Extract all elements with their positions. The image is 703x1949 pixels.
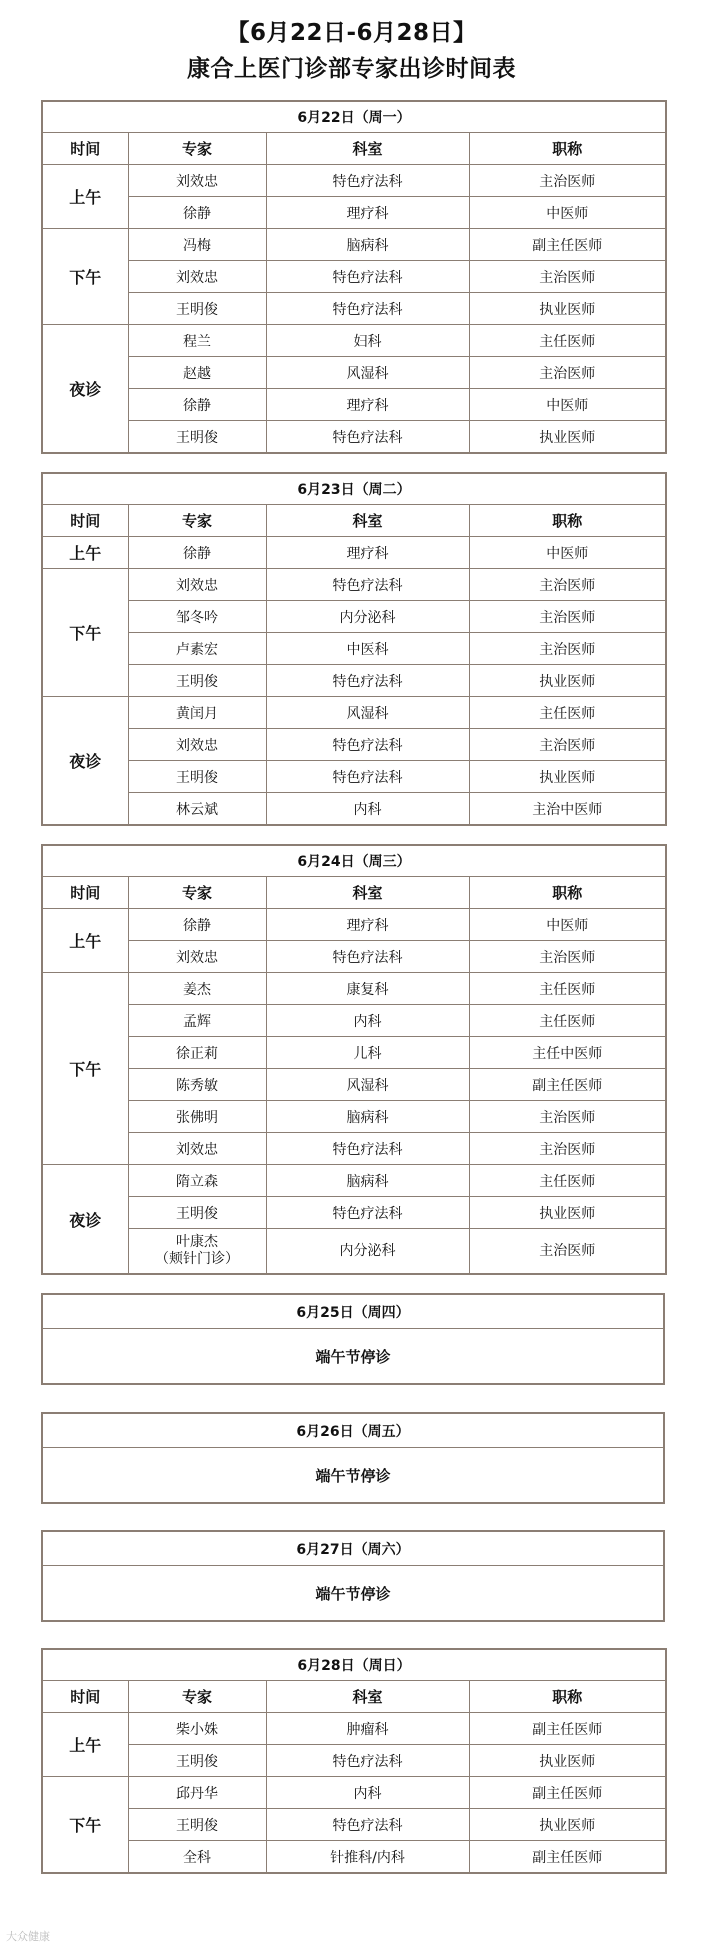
rank-cell: 主治医师: [469, 1101, 666, 1133]
day-date-header: 6月28日（周日）: [42, 1649, 666, 1681]
dept-cell: 特色疗法科: [266, 665, 469, 697]
expert-cell: 全科: [128, 1841, 266, 1874]
day-schedule-table: [41, 1648, 667, 1874]
table-row: [42, 697, 666, 729]
dept-cell: 康复科: [266, 973, 469, 1005]
rank-cell: 主治医师: [469, 165, 666, 197]
table-row: [42, 1069, 666, 1101]
expert-cell: 徐正莉: [128, 1037, 266, 1069]
rank-cell: 执业医师: [469, 665, 666, 697]
table-row: [42, 357, 666, 389]
table-row: [42, 325, 666, 357]
table-row: [42, 537, 666, 569]
rank-cell: 执业医师: [469, 761, 666, 793]
period-cell: 夜诊: [42, 1165, 128, 1275]
dept-cell: 妇科: [266, 325, 469, 357]
expert-cell: 刘效忠: [128, 1133, 266, 1165]
table-row: [42, 165, 666, 197]
table-row: [42, 909, 666, 941]
dept-cell: 内分泌科: [266, 1229, 469, 1275]
rank-cell: 执业医师: [469, 421, 666, 454]
table-row: [42, 1197, 666, 1229]
table-row: [42, 197, 666, 229]
table-row: [42, 729, 666, 761]
period-cell: 上午: [42, 909, 128, 973]
dept-cell: 特色疗法科: [266, 761, 469, 793]
day-date-header: 6月23日（周二）: [42, 473, 666, 505]
day-date-header: 6月27日（周六）: [42, 1531, 664, 1566]
expert-cell: 刘效忠: [128, 261, 266, 293]
expert-cell: 邹冬吟: [128, 601, 266, 633]
dept-cell: 风湿科: [266, 697, 469, 729]
expert-cell: 隋立森: [128, 1165, 266, 1197]
rank-cell: 主治医师: [469, 729, 666, 761]
schedule-title-dates: 【6月22日-6月28日】: [226, 20, 477, 46]
table-row: [42, 421, 666, 454]
rank-cell: 中医师: [469, 197, 666, 229]
dept-cell: 理疗科: [266, 389, 469, 421]
period-cell: 上午: [42, 1713, 128, 1777]
expert-cell: 刘效忠: [128, 729, 266, 761]
dept-cell: 肿瘤科: [266, 1713, 469, 1745]
period-cell: 下午: [42, 973, 128, 1165]
table-row: [42, 601, 666, 633]
rank-cell: 执业医师: [469, 1197, 666, 1229]
header-time: 时间: [42, 133, 128, 165]
dept-cell: 理疗科: [266, 909, 469, 941]
dept-cell: 风湿科: [266, 357, 469, 389]
expert-cell: 张佛明: [128, 1101, 266, 1133]
expert-cell: 孟辉: [128, 1005, 266, 1037]
period-cell: 下午: [42, 1777, 128, 1874]
table-row: [42, 293, 666, 325]
expert-cell: 王明俊: [128, 1197, 266, 1229]
rank-cell: 主治中医师: [469, 793, 666, 826]
table-row: [42, 973, 666, 1005]
expert-cell: 赵越: [128, 357, 266, 389]
table-row: [42, 761, 666, 793]
period-cell: 上午: [42, 537, 128, 569]
dept-cell: 理疗科: [266, 197, 469, 229]
dept-cell: 中医科: [266, 633, 469, 665]
schedule-title-clinic: 康合上医门诊部专家出诊时间表: [187, 56, 516, 82]
rank-cell: 执业医师: [469, 1745, 666, 1777]
header-time: 时间: [42, 1681, 128, 1713]
header-dept: 科室: [266, 1681, 469, 1713]
rank-cell: 执业医师: [469, 1809, 666, 1841]
period-cell: 上午: [42, 165, 128, 229]
rank-cell: 副主任医师: [469, 229, 666, 261]
dept-cell: 内科: [266, 793, 469, 826]
day-date-header: 6月24日（周三）: [42, 845, 666, 877]
rank-cell: 副主任医师: [469, 1777, 666, 1809]
header-time: 时间: [42, 877, 128, 909]
dept-cell: 特色疗法科: [266, 1133, 469, 1165]
header-dept: 科室: [266, 877, 469, 909]
day-schedule-table: [41, 472, 667, 826]
day-date-header: 6月22日（周一）: [42, 101, 666, 133]
table-row: [42, 1229, 666, 1275]
period-cell: 夜诊: [42, 325, 128, 454]
day-date-header: 6月25日（周四）: [42, 1294, 664, 1329]
rank-cell: 主治医师: [469, 569, 666, 601]
expert-cell: 黄闰月: [128, 697, 266, 729]
expert-cell: 徐静: [128, 197, 266, 229]
rank-cell: 主治医师: [469, 357, 666, 389]
rank-cell: 主任医师: [469, 1165, 666, 1197]
header-time: 时间: [42, 505, 128, 537]
dept-cell: 特色疗法科: [266, 165, 469, 197]
rank-cell: 主治医师: [469, 261, 666, 293]
header-dept: 科室: [266, 505, 469, 537]
table-row: [42, 1745, 666, 1777]
dept-cell: 理疗科: [266, 537, 469, 569]
day-date-header: 6月26日（周五）: [42, 1413, 664, 1448]
expert-cell: 徐静: [128, 909, 266, 941]
expert-cell: 王明俊: [128, 1745, 266, 1777]
rank-cell: 主任医师: [469, 325, 666, 357]
dept-cell: 脑病科: [266, 229, 469, 261]
rank-cell: 副主任医师: [469, 1713, 666, 1745]
closure-notice: 端午节停诊: [315, 1466, 391, 1485]
table-row: [42, 1713, 666, 1745]
table-row: [42, 1777, 666, 1809]
expert-cell: 王明俊: [128, 665, 266, 697]
period-cell: 下午: [42, 229, 128, 325]
expert-cell: 陈秀敏: [128, 1069, 266, 1101]
dept-cell: 特色疗法科: [266, 421, 469, 454]
closed-day-table: [41, 1530, 665, 1622]
table-row: [42, 1005, 666, 1037]
table-row: [42, 229, 666, 261]
rank-cell: 主治医师: [469, 633, 666, 665]
period-cell: 夜诊: [42, 697, 128, 826]
closure-notice: 端午节停诊: [315, 1584, 391, 1603]
rank-cell: 主治医师: [469, 601, 666, 633]
header-dept: 科室: [266, 133, 469, 165]
expert-cell: 姜杰: [128, 973, 266, 1005]
rank-cell: 主任中医师: [469, 1037, 666, 1069]
table-row: [42, 1165, 666, 1197]
dept-cell: 特色疗法科: [266, 941, 469, 973]
table-row: [42, 569, 666, 601]
rank-cell: 中医师: [469, 909, 666, 941]
period-cell: 下午: [42, 569, 128, 697]
expert-cell: 王明俊: [128, 421, 266, 454]
table-row: [42, 261, 666, 293]
table-row: [42, 389, 666, 421]
expert-cell: 徐静: [128, 389, 266, 421]
day-schedule-table: [41, 844, 667, 1275]
expert-cell: 柴小姝: [128, 1713, 266, 1745]
dept-cell: 特色疗法科: [266, 293, 469, 325]
header-rank: 职称: [469, 505, 666, 537]
dept-cell: 脑病科: [266, 1165, 469, 1197]
dept-cell: 内分泌科: [266, 601, 469, 633]
dept-cell: 特色疗法科: [266, 1197, 469, 1229]
closed-day-table: [41, 1412, 665, 1504]
dept-cell: 特色疗法科: [266, 261, 469, 293]
rank-cell: 主治医师: [469, 1133, 666, 1165]
closure-notice: 端午节停诊: [315, 1347, 391, 1366]
rank-cell: 主治医师: [469, 1229, 666, 1275]
header-rank: 职称: [469, 1681, 666, 1713]
dept-cell: 特色疗法科: [266, 1809, 469, 1841]
header-rank: 职称: [469, 877, 666, 909]
dept-cell: 风湿科: [266, 1069, 469, 1101]
dept-cell: 内科: [266, 1777, 469, 1809]
rank-cell: 主任医师: [469, 973, 666, 1005]
table-row: [42, 793, 666, 826]
expert-cell: 王明俊: [128, 1809, 266, 1841]
table-row: [42, 633, 666, 665]
dept-cell: 针推科/内科: [266, 1841, 469, 1874]
header-expert: 专家: [128, 133, 266, 165]
table-row: [42, 665, 666, 697]
expert-cell: 王明俊: [128, 761, 266, 793]
closed-day-table: [41, 1293, 665, 1385]
expert-cell: 林云斌: [128, 793, 266, 826]
rank-cell: 主任医师: [469, 1005, 666, 1037]
table-row: [42, 1133, 666, 1165]
table-row: [42, 1037, 666, 1069]
rank-cell: 主治医师: [469, 941, 666, 973]
watermark: 大众健康: [6, 1930, 50, 1943]
expert-cell: 刘效忠: [128, 165, 266, 197]
header-expert: 专家: [128, 1681, 266, 1713]
dept-cell: 特色疗法科: [266, 729, 469, 761]
header-expert: 专家: [128, 877, 266, 909]
expert-cell: 叶康杰 （颊针门诊）: [128, 1229, 266, 1275]
rank-cell: 副主任医师: [469, 1841, 666, 1874]
expert-cell: 程兰: [128, 325, 266, 357]
table-row: [42, 1809, 666, 1841]
header-rank: 职称: [469, 133, 666, 165]
table-row: [42, 1841, 666, 1874]
dept-cell: 特色疗法科: [266, 1745, 469, 1777]
rank-cell: 执业医师: [469, 293, 666, 325]
table-row: [42, 1101, 666, 1133]
expert-cell: 徐静: [128, 537, 266, 569]
dept-cell: 内科: [266, 1005, 469, 1037]
dept-cell: 脑病科: [266, 1101, 469, 1133]
rank-cell: 主任医师: [469, 697, 666, 729]
expert-cell: 邱丹华: [128, 1777, 266, 1809]
rank-cell: 中医师: [469, 537, 666, 569]
rank-cell: 中医师: [469, 389, 666, 421]
table-row: [42, 941, 666, 973]
expert-cell: 冯梅: [128, 229, 266, 261]
dept-cell: 儿科: [266, 1037, 469, 1069]
day-schedule-table: [41, 100, 667, 454]
rank-cell: 副主任医师: [469, 1069, 666, 1101]
expert-cell: 刘效忠: [128, 941, 266, 973]
header-expert: 专家: [128, 505, 266, 537]
expert-cell: 卢素宏: [128, 633, 266, 665]
expert-cell: 刘效忠: [128, 569, 266, 601]
expert-cell: 王明俊: [128, 293, 266, 325]
dept-cell: 特色疗法科: [266, 569, 469, 601]
